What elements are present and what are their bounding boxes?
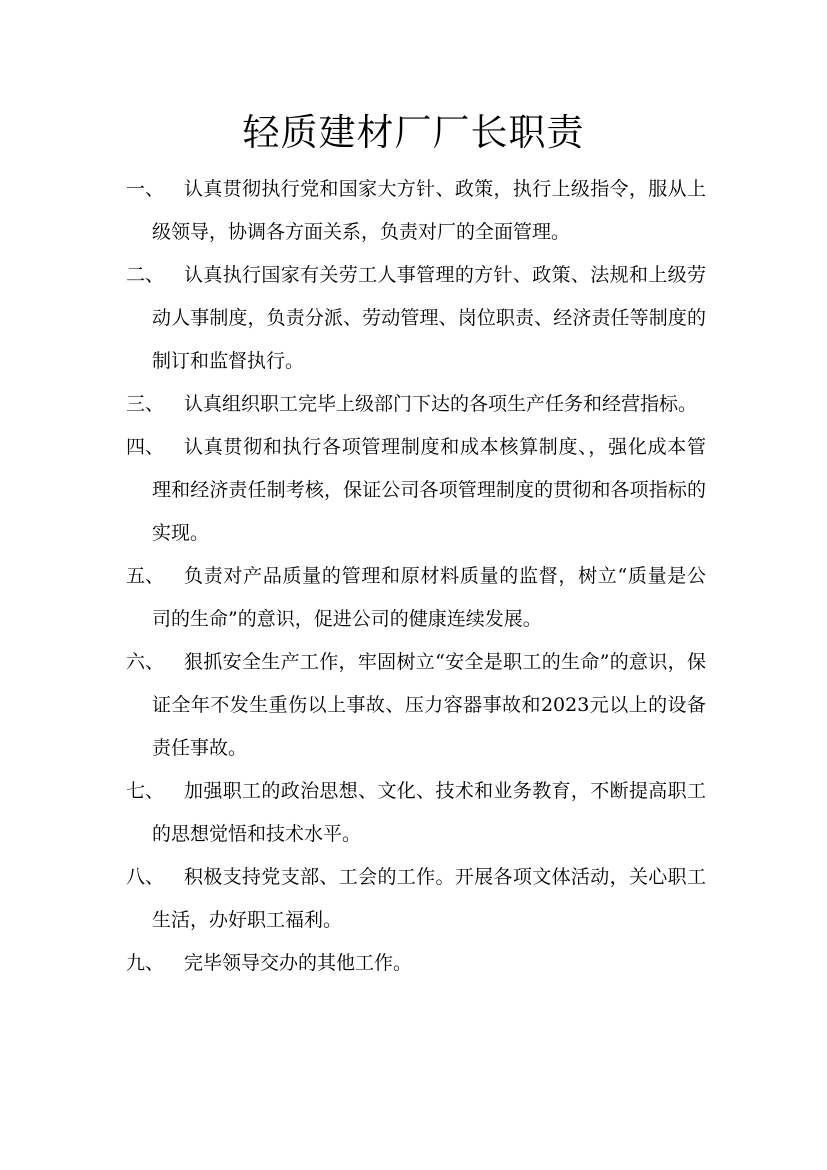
item-number: 八、 — [126, 866, 165, 888]
duty-item-3 — [126, 383, 706, 426]
item-number: 六、 — [126, 651, 165, 673]
duty-item-8 — [126, 856, 706, 942]
duty-item-1 — [126, 168, 706, 254]
item-text: 认真贯彻执行党和国家大方针、政策，执行上级指令，服从上级领导，协调各方面关系，负责对厂的全面管理。 — [152, 178, 706, 243]
item-number: 二、 — [126, 264, 165, 286]
item-number: 九、 — [126, 952, 165, 974]
item-number: 三、 — [126, 393, 165, 415]
item-text: 负责对产品质量的管理和原材料质量的监督，树立“质量是公司的生命”的意识，促进公司的健康连续发展。 — [152, 565, 706, 630]
item-number: 一、 — [126, 178, 165, 200]
item-text: 积极支持党支部、工会的工作。开展各项文体活动，关心职工生活，办好职工福利。 — [152, 866, 706, 931]
item-text: 认真组织职工完毕上级部门下达的各项生产任务和经营指标。 — [184, 393, 698, 415]
item-number: 四、 — [126, 436, 165, 458]
item-text: 狠抓安全生产工作，牢固树立“安全是职工的生命”的意识，保证全年不发生重伤以上事故、压力容器事故和2023元以上的设备责任事故。 — [152, 651, 706, 759]
duty-item-5 — [126, 555, 706, 641]
duty-item-9 — [126, 942, 706, 985]
duty-item-2 — [126, 254, 706, 383]
duty-item-4 — [126, 426, 706, 555]
document-title: 轻质建材厂厂长职责 — [242, 111, 585, 154]
item-text: 认真执行国家有关劳工人事管理的方针、政策、法规和上级劳动人事制度，负责分派、劳动管理、岗位职责、经济责任等制度的制订和监督执行。 — [152, 264, 706, 372]
duty-list — [126, 168, 706, 985]
duty-item-7 — [126, 770, 706, 856]
item-text: 加强职工的政治思想、文化、技术和业务教育，不断提高职工的思想觉悟和技术水平。 — [152, 780, 706, 845]
item-number: 七、 — [126, 780, 165, 802]
item-text: 认真贯彻和执行各项管理制度和成本核算制度、，强化成本管理和经济责任制考核，保证公司各项管理制度的贯彻和各项指标的实现。 — [152, 436, 706, 544]
item-number: 五、 — [126, 565, 165, 587]
item-text: 完毕领导交办的其他工作。 — [184, 952, 413, 974]
duty-item-6 — [126, 641, 706, 770]
